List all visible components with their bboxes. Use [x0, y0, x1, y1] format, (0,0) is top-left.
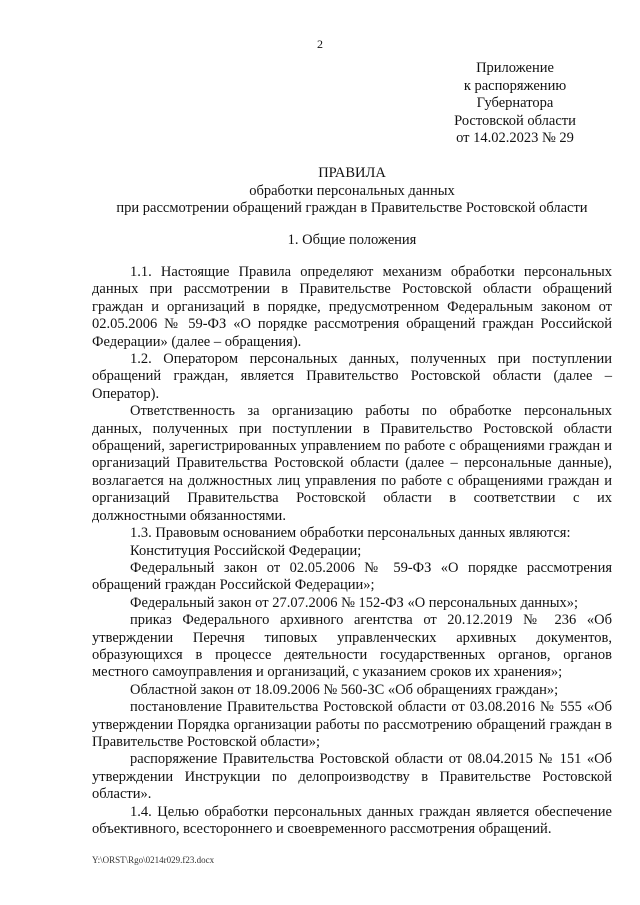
paragraph: постановление Правительства Ростовской области от 03.08.2016 № 555 «Об утверждении Порядка организации работы по рассмотрению обращений граждан в Правительстве Ростовской области»;: [92, 699, 612, 750]
paragraph: Федеральный закон от 27.07.2006 № 152-ФЗ «О персональных данных»;: [130, 594, 579, 611]
paragraph: Федеральный закон от 02.05.2006 № 59-ФЗ «О порядке рассмотрения обращений граждан Российской Федерации»;: [92, 559, 612, 594]
title-main: ПРАВИЛА: [318, 165, 386, 181]
paragraph: 1.1. Настоящие Правила определяют механизм обработки персональных данных при рассмотрении в Правительстве Ростовской области обращений граждан и организаций в порядке, предусмотренном Федеральным законом от 02.05.2006 № 59-ФЗ «О порядке рассмотрения обращений граждан Российской Федерации» (далее – обращения).: [92, 264, 612, 350]
paragraph: Конституция Российской Федерации;: [130, 542, 362, 559]
appendix-line: к распоряжению: [463, 77, 567, 94]
paragraph: 1.3. Правовым основанием обработки персональных данных являются:: [130, 525, 571, 542]
document-title: [92, 165, 612, 218]
appendix-line: от 14.02.2023 № 29: [456, 130, 574, 146]
appendix-line: Губернатора: [476, 95, 554, 111]
paragraph: Областной закон от 18.09.2006 № 560-ЗС «Об обращениях граждан»;: [130, 681, 559, 698]
section-heading: 1. Общие положения: [287, 232, 417, 248]
title-sub: при рассмотрении обращений граждан в Правительстве Ростовской области: [116, 200, 588, 216]
document-body: [92, 264, 612, 838]
paragraph: распоряжение Правительства Ростовской области от 08.04.2015 № 151 «Об утверждении Инструкции по делопроизводству в Правительстве Ростовской области».: [92, 751, 612, 803]
appendix-line: Ростовской области: [454, 112, 576, 129]
file-path-footer: Y:\ORST\Rgo\0214r029.f23.docx: [92, 855, 215, 865]
appendix-line: Приложение: [476, 60, 554, 76]
title-sub: обработки персональных данных: [249, 182, 455, 199]
page-number: 2: [317, 37, 323, 51]
paragraph: 1.2. Оператором персональных данных, полученных при поступлении обращений граждан, является Правительство Ростовской области (далее – Оператор).: [92, 351, 612, 402]
paragraph: 1.4. Целью обработки персональных данных граждан является обеспечение объективного, всестороннего и своевременного рассмотрения обращений.: [92, 803, 612, 837]
paragraph: Ответственность за организацию работы по обработке персональных данных, полученных при поступлении в Правительство Ростовской области обращений, зарегистрированных управлением по работе с обращениями граждан и организаций Правительства Ростовской области (далее – персональные данные), возлагается на должностных лиц управления по работе с обращениями граждан и организаций Правительства Ростовской области в соответствии с их должностными обязанностями.: [92, 403, 612, 524]
appendix-block: [430, 60, 600, 148]
paragraph: приказ Федерального архивного агентства от 20.12.2019 № 236 «Об утверждении Перечня типовых управленческих архивных документов, образующихся в процессе деятельности государственных органов, органов местного самоуправления и организаций, с указанием сроков их хранения»;: [92, 612, 612, 681]
